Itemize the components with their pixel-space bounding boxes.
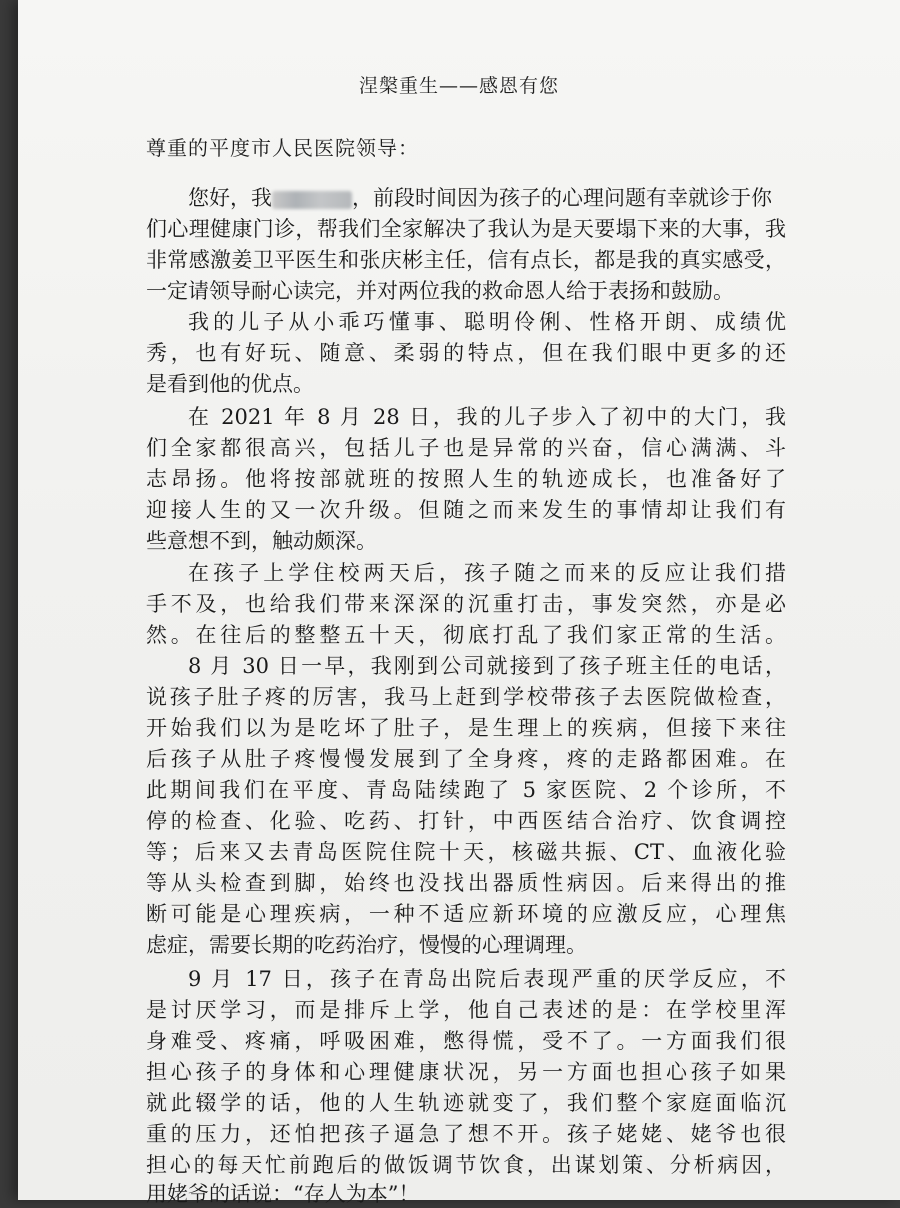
letter-line: 非常感激姜卫平医生和张庆彬主任，信有点长，都是我的真实感受， [146,248,786,272]
letter-line: 9 月 17 日，孩子在青岛出院后表现严重的厌学反应，不 [188,967,786,991]
letter-line: 些意想不到，触动颇深。 [146,529,377,553]
letter-line: 在孩子上学住校两天后，孩子随之而来的反应让我们措 [188,561,786,585]
letter-line: 就此辍学的话，他的人生轨迹就变了，我们整个家庭面临沉 [146,1091,786,1115]
line-text: 您好，我 [188,186,272,210]
redacted-name [272,191,352,209]
letter-line: 担心的每天忙前跑后的做饭调节饮食，出谋划策、分析病因， [146,1153,786,1177]
letter-line [188,182,786,212]
letter-line: 一定请领导耐心读完，并对两位我的救命恩人给于表扬和鼓励。 [146,279,734,303]
letter-line: 等；后来又去青岛医院住院十天，核磁共振、CT、血液化验 [146,840,786,864]
letter-line: 手不及，也给我们带来深深的沉重打击，事发突然，亦是必 [146,592,786,616]
salutation: 尊重的平度市人民医院领导： [146,136,419,160]
letter-line: 是看到他的优点。 [146,372,314,396]
letter-line: 停的检查、化验、吃药、打针，中西医结合治疗、饮食调控 [146,809,786,833]
letter-page [18,0,900,1206]
letter-line: 重的压力，还怕把孩子逼急了想不开。孩子姥姥、姥爷也很 [146,1122,786,1146]
letter-line: 开始我们以为是吃坏了肚子，是生理上的疾病，但接下来往 [146,716,786,740]
letter-line: 身难受、疼痛，呼吸困难，憋得慌，受不了。一方面我们很 [146,1029,786,1053]
letter-line: 此期间我们在平度、青岛陆续跑了 5 家医院、2 个诊所，不 [146,778,786,802]
letter-line: 说孩子肚子疼的厉害，我马上赶到学校带孩子去医院做检查， [146,685,786,709]
letter-line: 我的儿子从小乖巧懂事、聪明伶俐、性格开朗、成绩优 [188,310,786,334]
letter-line: 断可能是心理疾病，一种不适应新环境的应激反应，心理焦 [146,902,786,926]
letter-line: 用姥爷的话说：“存人为本”！ [146,1182,420,1206]
letter-line: 然。在往后的整整五十天，彻底打乱了我们家正常的生活。 [146,623,786,647]
letter-line: 后孩子从肚子疼慢慢发展到了全身疼，疼的走路都困难。在 [146,747,786,771]
letter-line: 担心孩子的身体和心理健康状况，另一方面也担心孩子如果 [146,1060,786,1084]
letter-line: 们心理健康门诊，帮我们全家解决了我认为是天要塌下来的大事，我 [146,217,786,241]
letter-line: 是讨厌学习，而是排斥上学，他自己表述的是：在学校里浑 [146,998,786,1022]
letter-line: 迎接人生的又一次升级。但随之而来发生的事情却让我们有 [146,498,786,522]
letter-title: 涅槃重生——感恩有您 [358,75,559,97]
letter-line: 等从头检查到脚，始终也没找出器质性病因。后来得出的推 [146,871,786,895]
letter-line: 们全家都很高兴，包括儿子也是异常的兴奋，信心满满、斗 [146,436,786,460]
letter-line: 虑症，需要长期的吃药治疗，慢慢的心理调理。 [146,933,587,957]
letter-line: 在 2021 年 8 月 28 日，我的儿子步入了初中的大门，我 [188,405,786,429]
letter-line: 8 月 30 日一早，我刚到公司就接到了孩子班主任的电话， [188,654,786,678]
letter-line: 志昂扬。他将按部就班的按照人生的轨迹成长，也准备好了 [146,467,786,491]
line-text: ，前段时间因为孩子的心理问题有幸就诊于你 [352,186,772,210]
letter-line: 秀，也有好玩、随意、柔弱的特点，但在我们眼中更多的还 [146,341,786,365]
